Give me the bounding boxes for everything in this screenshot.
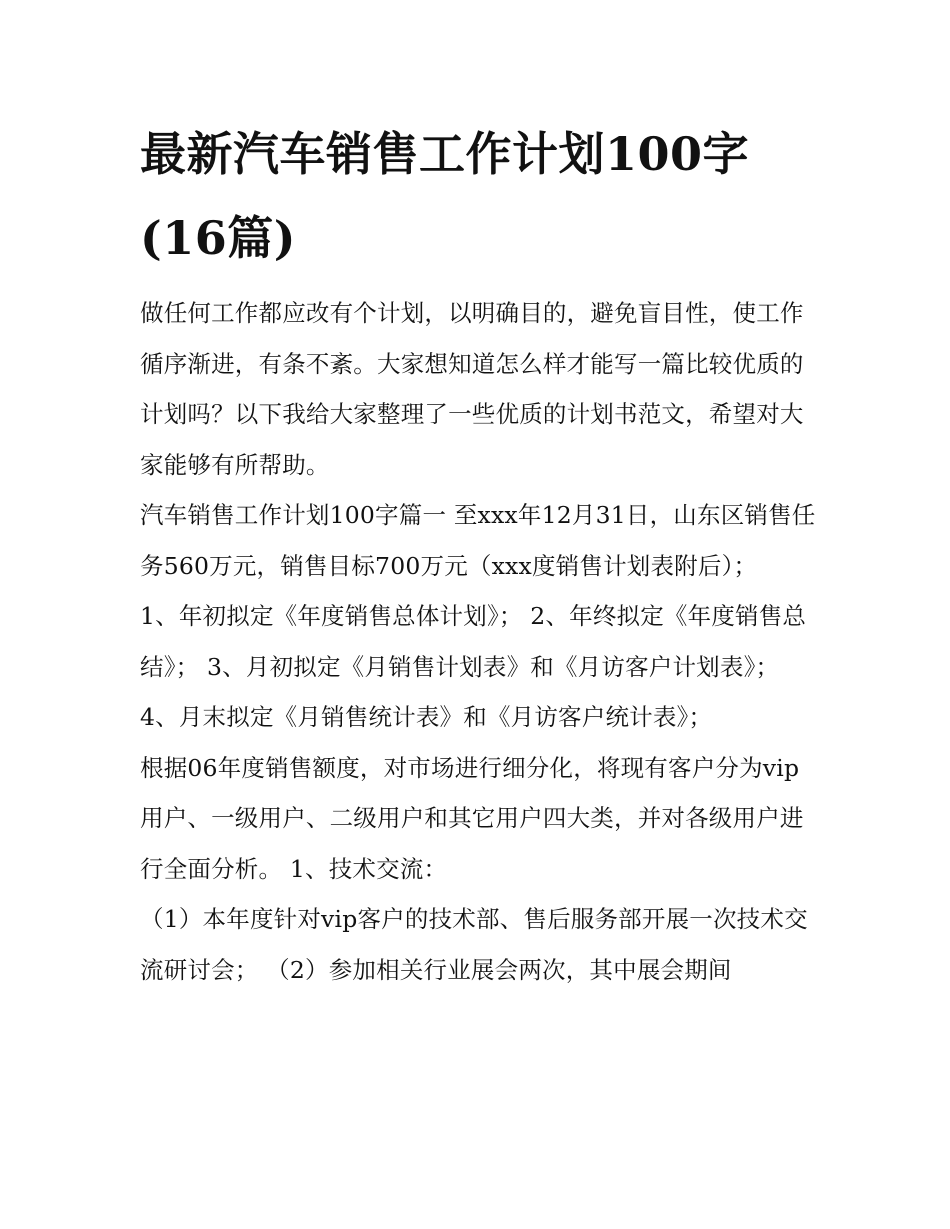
paragraph-monthly-stats: 4、月末拟定《月销售统计表》和《月访客户统计表》； (140, 703, 713, 731)
paragraph-intro: 做任何工作都应改有个计划，以明确目的，避免盲目性，使工作循序渐进，有条不紊。大家想知道怎么样才能写一篇比较优质的计划吗？以下我给大家整理了一些优质的计划书范文，希望对大家能够有所帮助。 (140, 299, 804, 479)
paragraph-market-segmentation: 根据06年度销售额度，对市场进行细分化，将现有客户分为vip用户、一级用户、二级用户和其它用户四大类，并对各级用户进行全面分析。 1、技术交流： (140, 753, 804, 883)
document-title: 最新汽车销售工作计划100字(16篇) (140, 127, 750, 265)
paragraph-sales-target: 汽车销售工作计划100字篇一 至xxx年12月31日，山东区销售任务560万元，销售目标700万元（xxx度销售计划表附后）； (140, 501, 816, 580)
document-page (140, 112, 820, 995)
paragraph-plans-list: 1、年初拟定《年度销售总体计划》； 2、年终拟定《年度销售总结》； 3、月初拟定《月销售计划表》和《月访客户计划表》； (140, 602, 807, 681)
paragraph-tech-exchange: （1）本年度针对vip客户的技术部、售后服务部开展一次技术交流研讨会； （2）参加相关行业展会两次，其中展会期间 (140, 905, 808, 984)
